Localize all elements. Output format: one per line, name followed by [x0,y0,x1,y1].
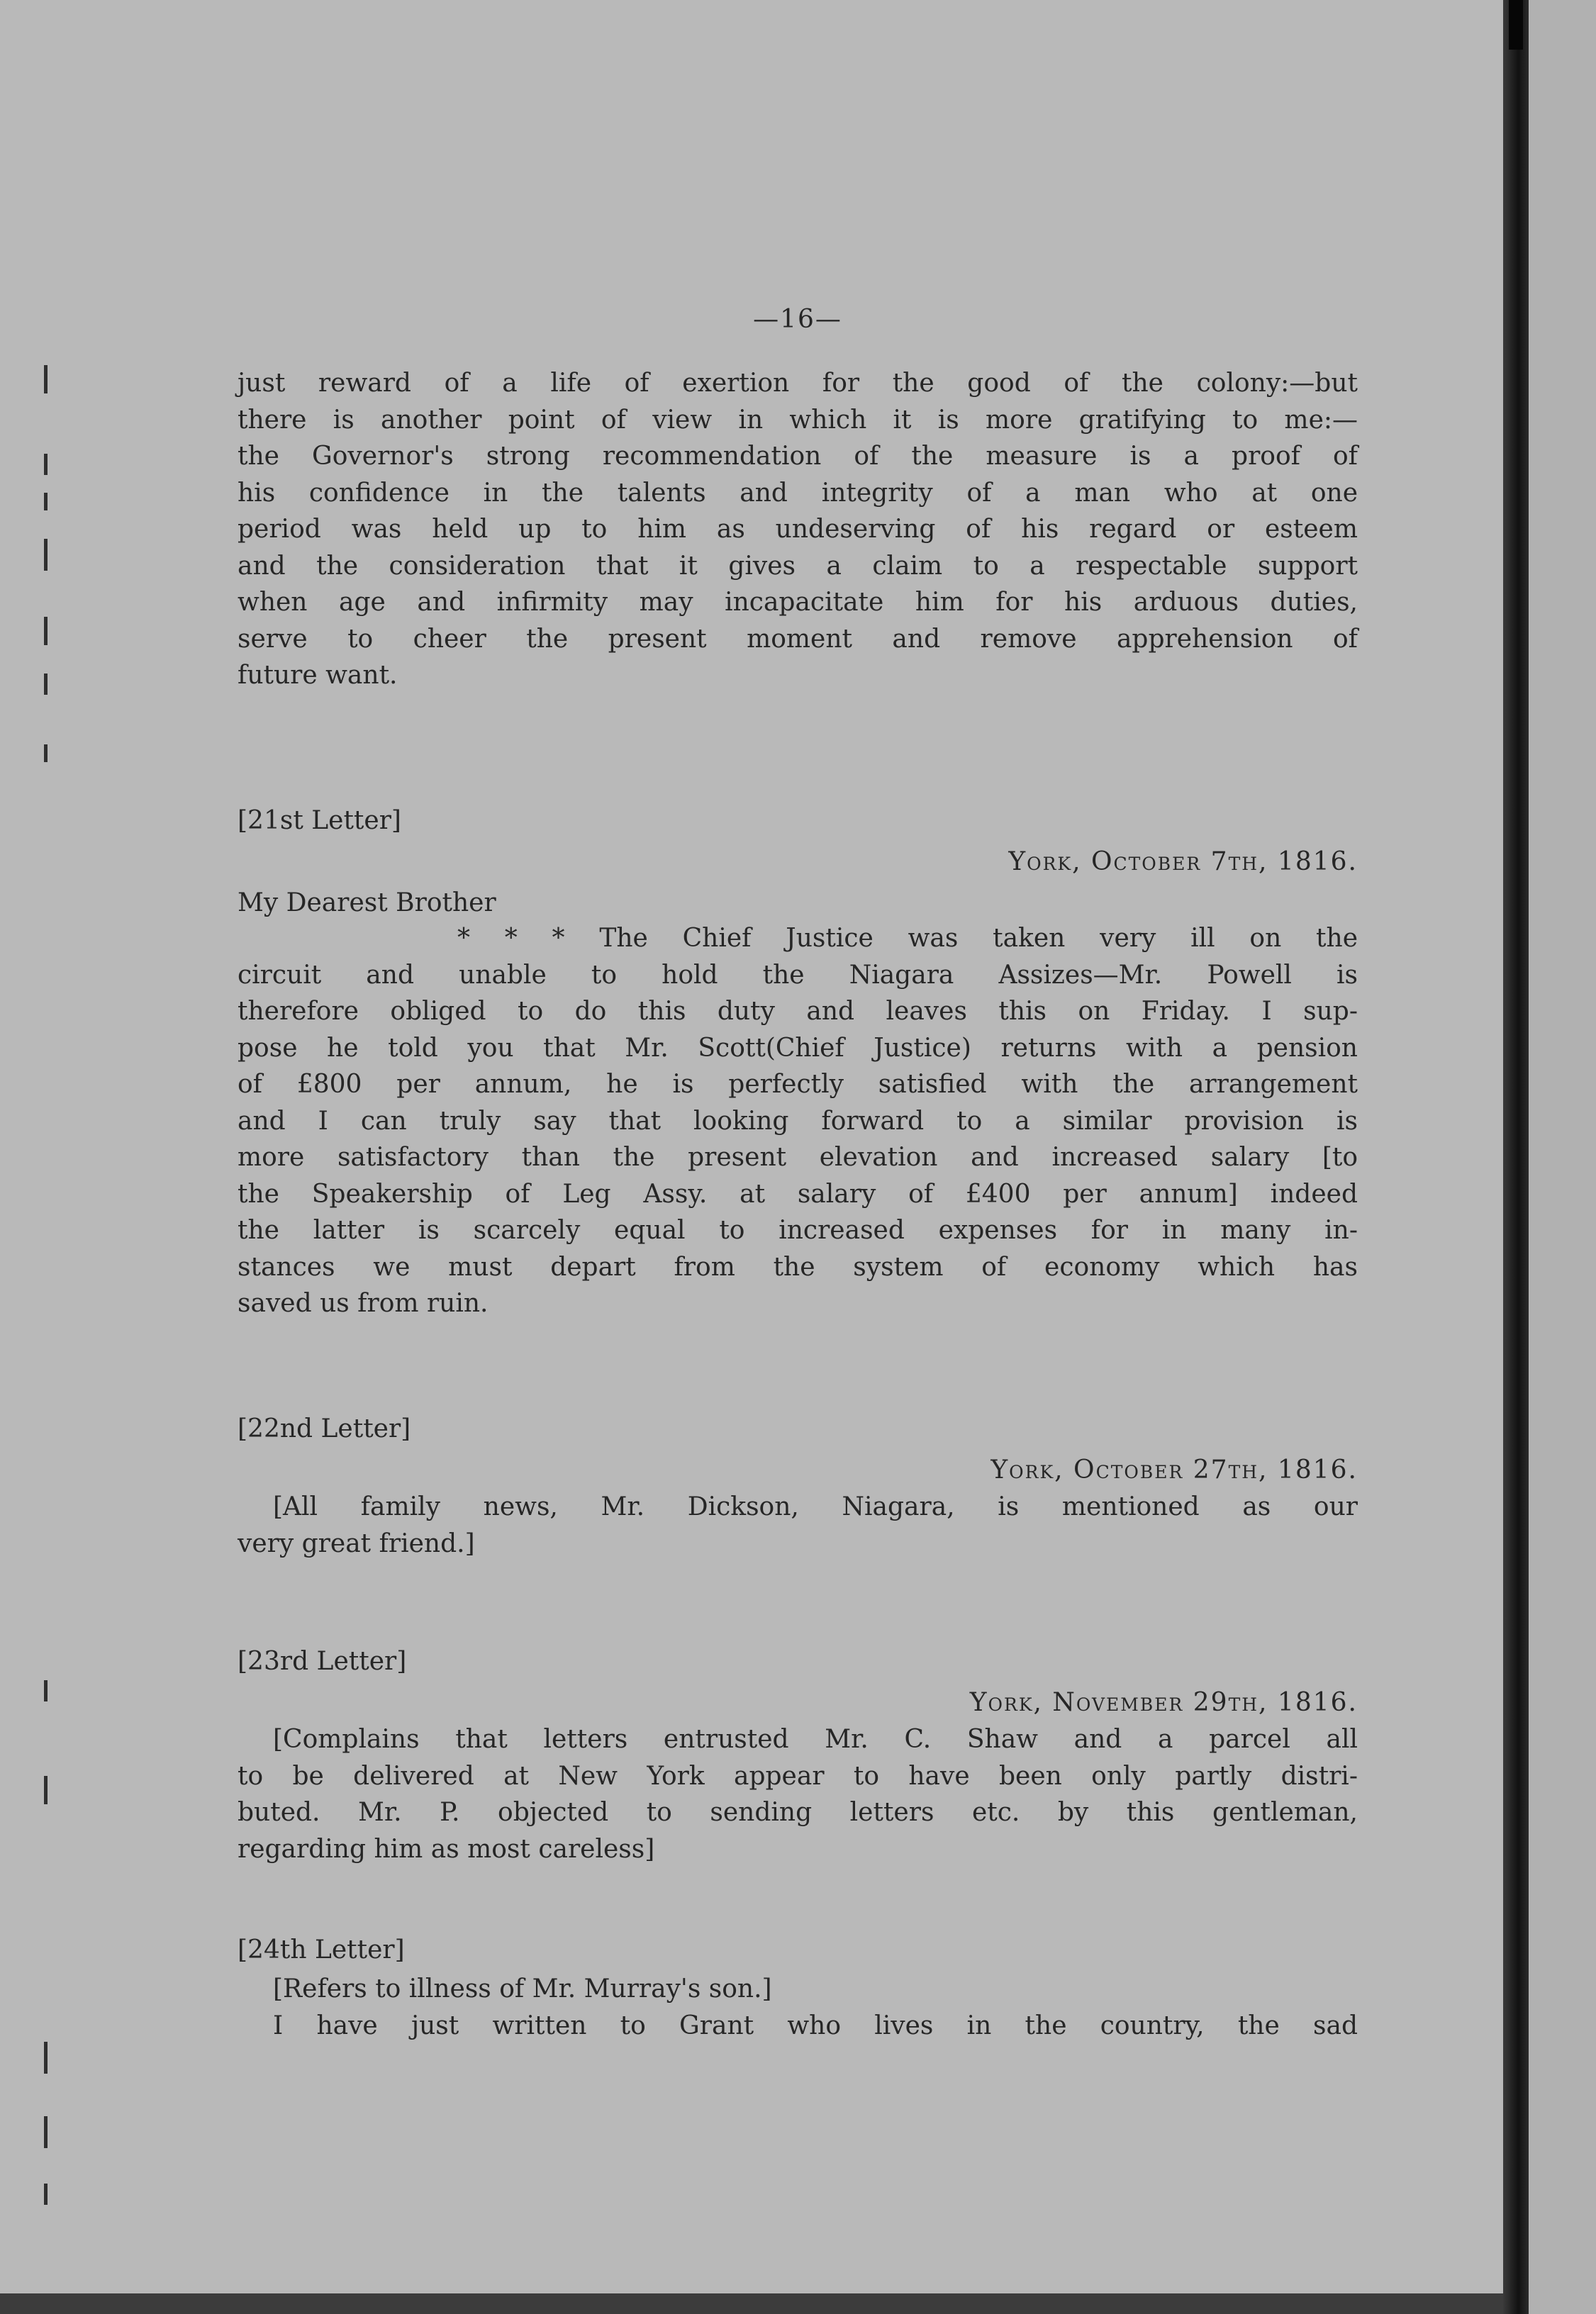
letter-21-body [238,920,1358,1322]
letter-22-label: [22nd Letter] [238,1414,411,1443]
text-line: and I can truly say that looking forward to a similar provision is [238,1106,1358,1136]
text-line: his confidence in the talents and integrity of a man who at one [238,478,1358,508]
text-line: the Speakership of Leg Assy. at salary of £400 per annum] indeed [238,1179,1358,1209]
letter-24-body [238,1971,1358,2044]
text-line: when age and infirmity may incapacitate him for his arduous duties, [238,588,1358,617]
text-line: and the consideration that it gives a claim to a respectable support [238,551,1358,581]
text-line: I have just written to Grant who lives in the country, the sad [273,2011,1358,2040]
text-line: therefore obliged to do this duty and leaves this on Friday. I sup- [238,997,1358,1026]
text-line: there is another point of view in which it is more gratifying to me:— [238,405,1358,435]
text-line: of £800 per annum, he is perfectly satisfied with the arrangement [238,1070,1358,1099]
opening-paragraph [238,365,1358,694]
text-line: [Refers to illness of Mr. Murray's son.] [273,1974,772,2003]
letter-23-body [238,1721,1358,1867]
text-line: saved us from ruin. [238,1289,489,1318]
letter-23-dateline: York, November 29th, 1816. [969,1688,1358,1717]
text-line: more satisfactory than the present elevation and increased salary [to [238,1143,1358,1172]
text-line: period was held up to him as undeserving of his regard or esteem [238,515,1358,544]
letter-22-body [238,1489,1358,1562]
letter-21-label: [21st Letter] [238,806,401,835]
book-spine-shadow [1503,0,1529,2314]
letter-24-label: [24th Letter] [238,1935,405,1964]
text-line: serve to cheer the present moment and remove apprehension of [238,624,1358,654]
text-line: buted. Mr. P. objected to sending letters etc. by this gentleman, [238,1798,1358,1827]
text-line: the Governor's strong recommendation of the measure is a proof of [238,442,1358,471]
text-line: the latter is scarcely equal to increased expenses for in many in- [238,1216,1358,1245]
letter-23-label: [23rd Letter] [238,1647,407,1676]
letter-22-dateline: York, October 27th, 1816. [990,1455,1358,1485]
text-line: regarding him as most careless] [238,1834,655,1864]
text-line: [Complains that letters entrusted Mr. C. Shaw and a parcel all [273,1725,1358,1754]
spine-top-mark [1509,0,1523,50]
text-line: stances we must depart from the system of economy which has [238,1252,1358,1282]
text-line: pose he told you that Mr. Scott(Chief Justice) returns with a pension [238,1033,1358,1063]
bottom-edge-shadow [0,2293,1503,2314]
text-line: * * * The Chief Justice was taken very ill on the [457,924,1358,953]
text-line: just reward of a life of exertion for the good of the colony:—but [238,369,1358,398]
text-line: future want. [238,661,398,690]
facing-page-edge [1529,0,1596,2314]
page-number: —16— [753,305,842,334]
text-line: to be delivered at New York appear to have been only partly distri- [238,1761,1358,1791]
letter-21-dateline: York, October 7th, 1816. [1008,847,1358,876]
text-line: very great friend.] [238,1528,475,1558]
text-line: [All family news, Mr. Dickson, Niagara, is mentioned as our [273,1492,1358,1521]
letter-21-salutation: My Dearest Brother [238,888,496,917]
text-line: circuit and unable to hold the Niagara Assizes—Mr. Powell is [238,960,1358,990]
